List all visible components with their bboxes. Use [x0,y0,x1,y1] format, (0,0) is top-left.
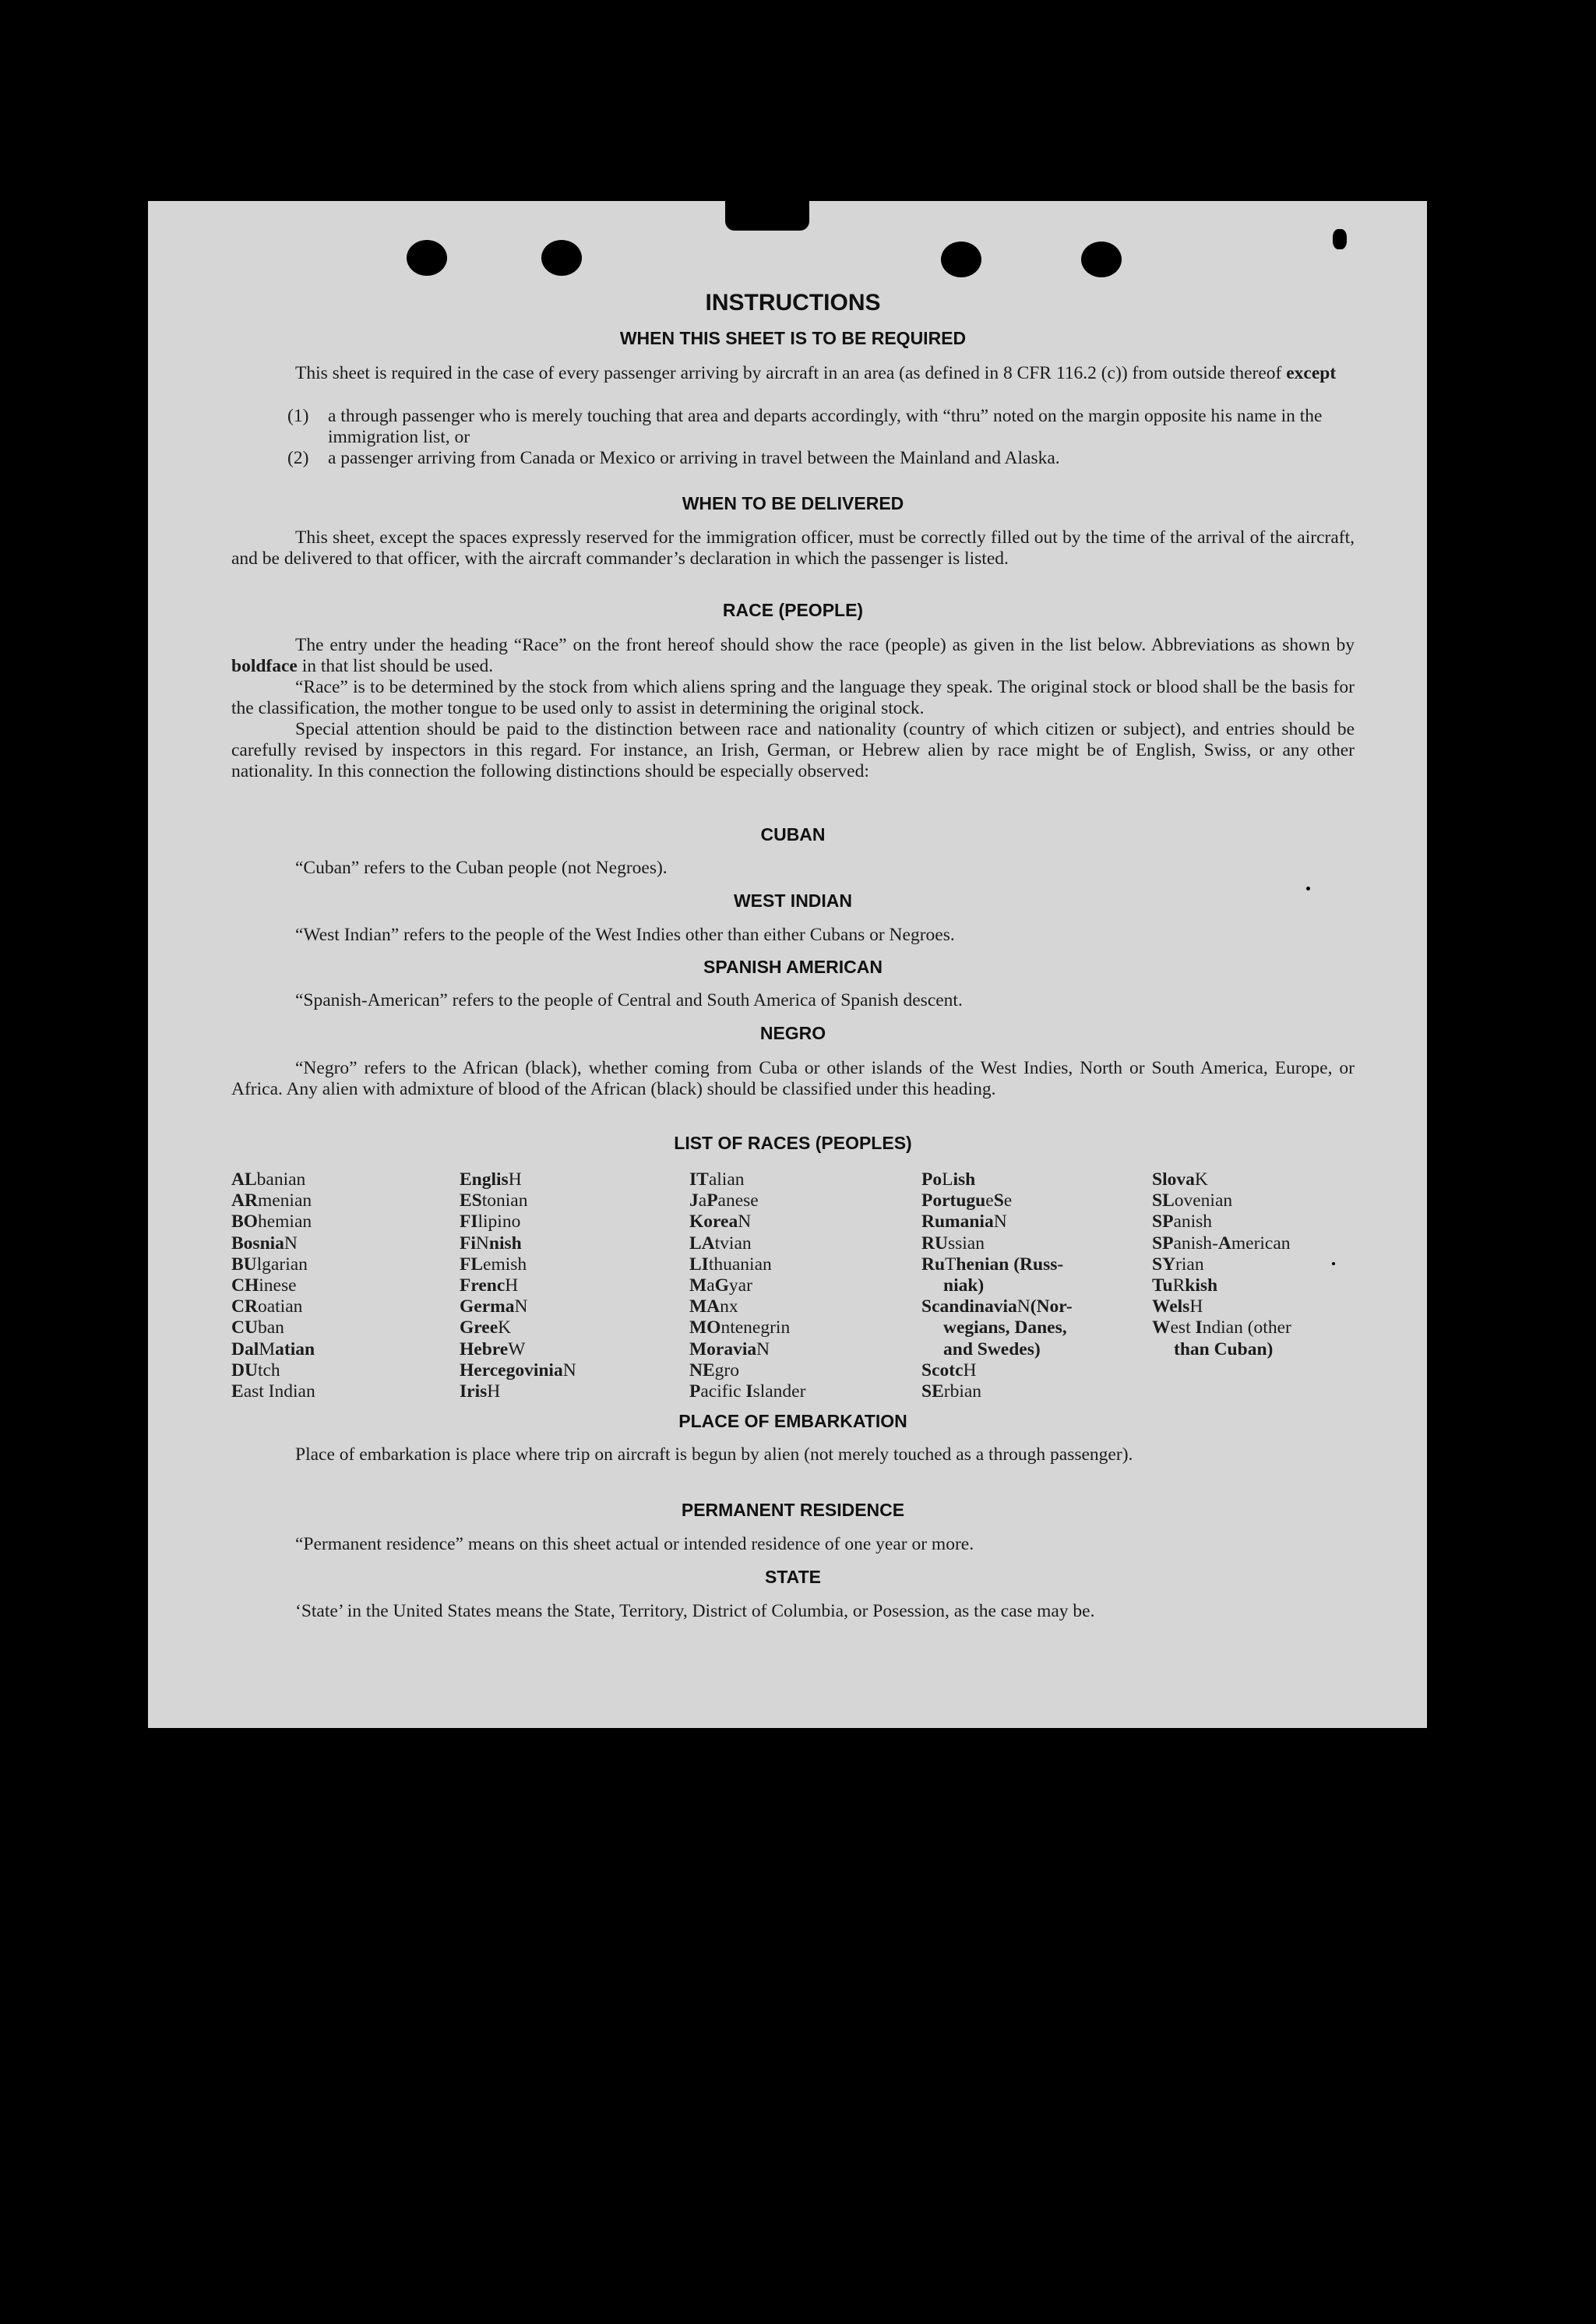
race-entry: ARmenian [231,1190,312,1211]
when-required-intro: This sheet is required in the case of every passenger arriving by aircraft in an area (as defined in 8 CFR 116.2 (c)) from outside thereof except [295,363,1337,383]
race-entry: MoraviaN [689,1338,770,1359]
heading-race: RACE (PEOPLE) [722,600,864,620]
race-entry: BUlgarian [231,1254,308,1275]
race-entry: ALbanian [231,1169,306,1190]
corner-mark [1333,229,1347,249]
race-entry: PoLish [921,1169,976,1190]
negro-text: “Negro” refers to the African (black), whether coming from Cuba or other islands of the West Indies, North or South America, Europe, or Africa. Any alien with admixture of blood of the African (black) should be classified under this heading. [231,1058,1355,1099]
top-notch [725,201,809,231]
spanish-american-text: “Spanish-American” refers to the people of Central and South America of Spanish descent. [295,990,963,1010]
race-entry: CUban [231,1317,284,1338]
race-entry: LAtvian [689,1233,752,1254]
race-entry: FrencH [460,1275,519,1296]
race-entry: MaGyar [689,1275,752,1296]
race-entry: FLemish [460,1254,527,1275]
cuban-text: “Cuban” refers to the Cuban people (not Negroes). [295,858,668,878]
race-entry: EnglisH [460,1169,522,1190]
heading-embarkation: PLACE OF EMBARKATION [678,1411,907,1431]
race-entry: NEgro [689,1359,739,1381]
races-list [231,1169,1355,1403]
heading-spanish-american: SPANISH AMERICAN [703,957,883,977]
race-entry: IrisH [460,1381,501,1402]
race-entry: CHinese [231,1275,297,1296]
race-entry: SPanish-American [1152,1233,1291,1254]
heading-west-indian: WEST INDIAN [733,890,853,911]
races-column-2 [460,1169,576,1402]
race-entry: RuThenian (Russ- [921,1254,1064,1275]
page-title: INSTRUCTIONS [705,290,881,316]
race-entry: and Swedes) [943,1338,1041,1359]
heading-list-of-races: LIST OF RACES (PEOPLES) [674,1133,912,1153]
heading-cuban: CUBAN [760,824,826,845]
race-entry: BosniaN [231,1233,298,1254]
race-entry: SlovaK [1152,1169,1208,1190]
embarkation-text: Place of embarkation is place where trip on aircraft is begun by alien (not merely touched as a through passenger). [295,1444,1133,1465]
heading-permanent-residence: PERMANENT RESIDENCE [681,1500,905,1520]
punch-hole [541,240,582,276]
race-entry: HercegoviniaN [460,1359,576,1381]
instruction-sheet [148,201,1427,1728]
race-entry: FiNnish [460,1233,522,1254]
race-entry: DalMatian [231,1338,315,1359]
race-entry: SLovenian [1152,1190,1233,1211]
heading-when-delivered: WHEN TO BE DELIVERED [682,493,904,513]
race-text: The entry under the heading “Race” on the front hereof should show the race (people) as given in the list below. Abbreviations as shown by boldface in that list should be used. “Race” is to be determined by the stock from which aliens spring and the language they speak. The original stock or blood shall be the basis for the classification, the mother tongue to be used only to assist in determining the original stock. Special attention should be paid to the distinction between race and nationality (country of which citizen or subject), and entries should be carefully revised by inspectors in this regard. For instance, an Irish, German, or Hebrew alien by race might be of English, Swiss, or any other nationality. In this connection the following distinctions should be especially observed: [231,635,1355,781]
punch-hole [407,240,447,276]
race-entry: ScandinaviaN(Nor- [921,1296,1073,1317]
race-entry: SErbian [921,1381,982,1402]
race-entry: ScotcH [921,1359,977,1381]
race-entry: BOhemian [231,1211,312,1233]
heading-when-required: WHEN THIS SHEET IS TO BE REQUIRED [619,328,967,348]
race-entry: Pacific Islander [689,1381,806,1402]
race-entry: GreeK [460,1317,512,1338]
race-entry: FIlipino [460,1211,521,1233]
race-entry: ITalian [689,1169,745,1190]
race-entry: RumaniaN [921,1211,1007,1233]
race-entry: GermaN [460,1296,528,1317]
race-entry: PortugueSe [921,1190,1013,1211]
races-column-3 [689,1169,805,1402]
when-delivered-text: This sheet, except the spaces expressly reserved for the immigration officer, must be correctly filled out by the time of the arrival of the aircraft, and be delivered to that officer, with the aircraft commander’s declaration in which the passenger is listed. [231,527,1355,569]
race-entry: niak) [943,1275,985,1296]
races-column-4 [921,1169,1073,1402]
west-indian-text: “West Indian” refers to the people of the West Indies other than either Cubans or Negroes. [295,925,955,945]
state-text: ‘State’ in the United States means the State, Territory, District of Columbia, or Posession, as the case may be. [295,1601,1095,1621]
race-entry: SYrian [1152,1254,1204,1275]
race-entry: HebreW [460,1338,526,1359]
heading-state: STATE [765,1567,821,1587]
heading-negro: NEGRO [759,1023,826,1043]
race-entry: SPanish [1152,1211,1213,1233]
race-entry: EStonian [460,1190,528,1211]
punch-hole [1081,242,1122,277]
race-entry: East Indian [231,1381,315,1402]
race-entry: than Cuban) [1174,1338,1274,1359]
race-entry: WelsH [1152,1296,1203,1317]
race-entry: KoreaN [689,1211,752,1233]
when-required-item-1: (1) a through passenger who is merely touching that area and departs accordingly, with “thru” noted on the margin opposite his name in the immigration list, or [287,406,1323,447]
race-entry: CRoatian [231,1296,303,1317]
race-entry: MAnx [689,1296,738,1317]
punch-hole [941,242,981,277]
races-column-1 [231,1169,315,1402]
race-entry: wegians, Danes, [943,1317,1067,1338]
race-entry: JaPanese [689,1190,759,1211]
race-entry: RUssian [921,1233,985,1254]
races-column-5 [1152,1169,1291,1360]
when-required-item-2: (2) a passenger arriving from Canada or Mexico or arriving in travel between the Mainland and Alaska. [287,448,1060,468]
race-entry: West Indian (other [1152,1317,1291,1338]
residence-text: “Permanent residence” means on this sheet actual or intended residence of one year or more. [295,1534,974,1554]
race-entry: TuRkish [1152,1275,1218,1296]
race-entry: DUtch [231,1359,280,1381]
race-entry: MOntenegrin [689,1317,791,1338]
race-entry: LIthuanian [689,1254,772,1275]
